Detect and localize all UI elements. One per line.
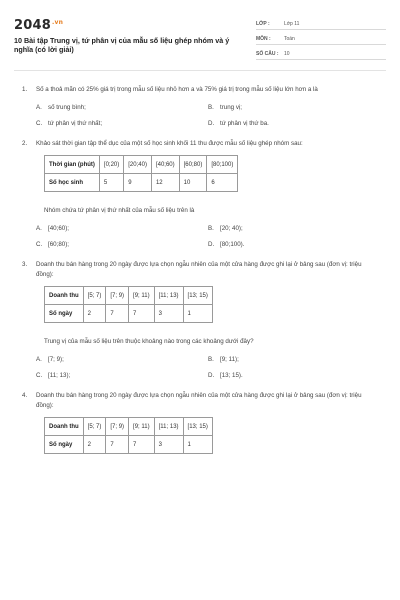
option-text: [9; 11); [220, 356, 239, 363]
question-4 [22, 391, 378, 411]
question-text: Số a thoả mãn có 25% giá trị trong mẫu số liệu nhỏ hơn a và 75% giá trị trong mẫu số liệu lớn hơn a là [36, 86, 318, 93]
option-b[interactable] [208, 224, 380, 234]
table-cell: [11; 13) [154, 418, 183, 436]
option-a[interactable] [36, 103, 208, 113]
question-3-table [44, 286, 213, 323]
option-letter: C. [36, 120, 43, 127]
table-cell: [9; 11) [129, 418, 155, 436]
question-3-options [36, 355, 378, 381]
brand-block [14, 18, 244, 62]
table-row [45, 174, 238, 192]
question-2 [22, 139, 378, 149]
option-d[interactable] [208, 371, 380, 381]
table-cell: 6 [207, 174, 238, 192]
table-cell: [7; 9) [106, 287, 129, 305]
table-cell: [40;60) [151, 156, 179, 174]
table-row [45, 418, 213, 436]
question-2-options [36, 224, 378, 250]
question-3-subtext: Trung vị của mẫu số liệu trên thuộc khoảng nào trong các khoảng dưới đây? [44, 338, 254, 345]
table-cell: 1 [183, 436, 212, 454]
table-cell: 9 [124, 174, 152, 192]
table-cell: 1 [183, 305, 212, 323]
table-cell: [11; 13) [154, 287, 183, 305]
table-cell: Thời gian (phút) [45, 156, 100, 174]
question-number: 1. [22, 86, 28, 93]
question-2-table [44, 155, 238, 192]
option-letter: B. [208, 225, 214, 232]
table-cell: 7 [129, 436, 155, 454]
table-cell: Doanh thu [45, 418, 84, 436]
option-text: [11; 13); [48, 372, 71, 379]
option-b[interactable] [208, 355, 380, 365]
option-d[interactable] [208, 240, 380, 250]
table-row [45, 436, 213, 454]
logo-text: 2048 [14, 18, 51, 33]
question-list [14, 71, 386, 454]
option-text: [40;60); [48, 225, 69, 232]
question-text: Doanh thu bán hàng trong 20 ngày được lựa chọn ngẫu nhiên của một cửa hàng được ghi lại ở bảng sau (đơn vị: triệu đồng): [36, 392, 362, 409]
option-text: trung vị; [220, 104, 243, 111]
table-cell: [5; 7) [83, 418, 106, 436]
table-cell: 7 [129, 305, 155, 323]
meta-value: Lớp 11 [284, 20, 300, 27]
option-c[interactable] [36, 119, 208, 129]
question-1 [22, 85, 378, 95]
meta-row-subject [256, 33, 386, 45]
question-number: 3. [22, 261, 28, 268]
option-text: số trung bình; [48, 104, 86, 111]
table-cell: 2 [83, 436, 106, 454]
option-text: [7; 9); [48, 356, 64, 363]
table-cell: [13; 15) [183, 418, 212, 436]
question-4-table [44, 417, 213, 454]
option-a[interactable] [36, 355, 208, 365]
table-cell: [7; 9) [106, 418, 129, 436]
option-a[interactable] [36, 224, 208, 234]
table-cell: Số ngày [45, 305, 84, 323]
option-b[interactable] [208, 103, 380, 113]
page-header [14, 0, 386, 62]
meta-row-class [256, 18, 386, 30]
meta-label: MÔN : [256, 35, 271, 42]
option-text: [13; 15). [220, 372, 243, 379]
option-letter: C. [36, 372, 43, 379]
option-letter: D. [208, 241, 215, 248]
table-cell: [20;40) [124, 156, 152, 174]
option-d[interactable] [208, 119, 380, 129]
meta-value: Toán [284, 35, 295, 42]
table-cell: [80;100) [207, 156, 238, 174]
question-text: Khảo sát thời gian tập thể dục của một số học sinh khối 11 thu được mẫu số liệu ghép nhóm sau: [36, 140, 303, 147]
table-cell: 10 [179, 174, 207, 192]
question-number: 4. [22, 392, 28, 399]
table-cell: 3 [154, 305, 183, 323]
table-cell: 5 [99, 174, 123, 192]
option-letter: A. [36, 225, 42, 232]
meta-label: SỐ CÂU : [256, 50, 279, 57]
question-text: Doanh thu bán hàng trong 20 ngày được lựa chọn ngẫu nhiên của một cửa hàng được ghi lại ở bảng sau (đơn vị: triệu đồng): [36, 261, 362, 278]
option-letter: B. [208, 104, 214, 111]
question-1-options [36, 103, 378, 129]
table-cell: [5; 7) [83, 287, 106, 305]
meta-value: 10 [284, 50, 290, 57]
site-logo[interactable] [14, 18, 244, 33]
table-row [45, 287, 213, 305]
option-letter: C. [36, 241, 43, 248]
table-cell: 12 [151, 174, 179, 192]
question-2-subtext: Nhóm chứa tứ phân vị thứ nhất của mẫu số liệu trên là [44, 207, 195, 214]
option-letter: A. [36, 104, 42, 111]
option-text: [60;80); [48, 241, 69, 248]
option-c[interactable] [36, 371, 208, 381]
option-letter: D. [208, 120, 215, 127]
option-text: tứ phân vị thứ nhất; [48, 120, 103, 127]
table-cell: [13; 15) [183, 287, 212, 305]
table-cell: 7 [106, 436, 129, 454]
table-cell: Doanh thu [45, 287, 84, 305]
option-c[interactable] [36, 240, 208, 250]
option-letter: B. [208, 356, 214, 363]
option-text: [80;100). [220, 241, 245, 248]
meta-info [256, 18, 386, 62]
meta-label: LỚP : [256, 20, 270, 27]
option-letter: A. [36, 356, 42, 363]
option-letter: D. [208, 372, 215, 379]
meta-row-count [256, 48, 386, 60]
table-cell: 2 [83, 305, 106, 323]
table-row [45, 156, 238, 174]
table-cell: 3 [154, 436, 183, 454]
table-row [45, 305, 213, 323]
logo-suffix: .vn [51, 18, 64, 26]
table-cell: Số ngày [45, 436, 84, 454]
table-cell: [9; 11) [129, 287, 155, 305]
table-cell: [60;80) [179, 156, 207, 174]
table-cell: 7 [106, 305, 129, 323]
table-cell: Số học sinh [45, 174, 100, 192]
table-cell: [0;20) [99, 156, 123, 174]
question-3 [22, 260, 378, 280]
question-number: 2. [22, 140, 28, 147]
option-text: [20; 40); [220, 225, 243, 232]
option-text: tứ phân vị thứ ba. [220, 120, 269, 127]
document-title: 10 Bài tập Trung vị, tứ phân vị của mẫu số liệu ghép nhóm và ý nghĩa (có lời giải) [14, 36, 230, 54]
